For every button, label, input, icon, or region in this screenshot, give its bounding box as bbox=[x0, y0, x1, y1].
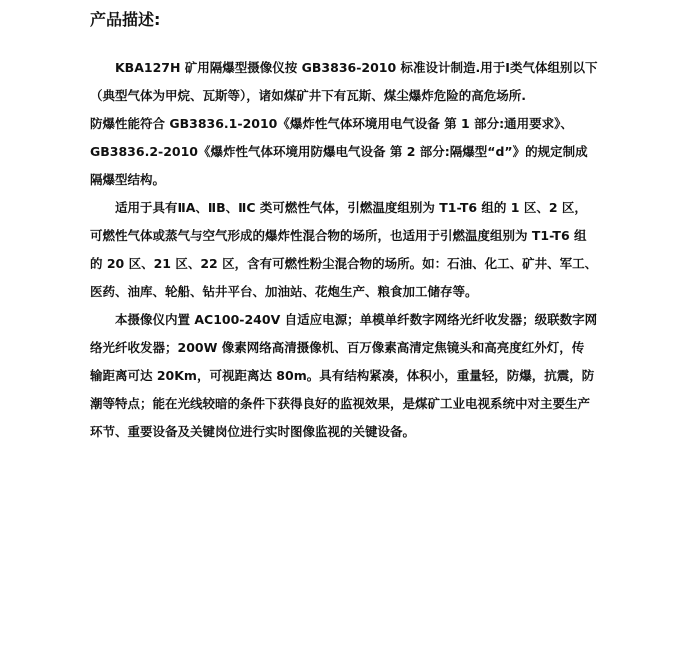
paragraph-line: 医药、油库、轮船、钻井平台、加油站、花炮生产、粮食加工储存等。 bbox=[90, 284, 478, 299]
paragraph-line: 隔爆型结构。 bbox=[90, 172, 166, 187]
paragraph-line: 输距离可达 20Km，可视距离达 80m。具有结构紧凑，体积小，重量轻，防爆，抗震，防 bbox=[90, 368, 595, 383]
paragraph-standard bbox=[90, 54, 600, 110]
paragraph-line: 潮等特点；能在光线较暗的条件下获得良好的监视效果，是煤矿工业电视系统中对主要生产 bbox=[90, 396, 591, 411]
paragraph-line: 防爆性能符合 GB3836.1-2010《爆炸性气体环境用电气设备 第 1 部分:通用要求》、 bbox=[90, 116, 573, 131]
paragraph-line: 环节、重要设备及关键岗位进行实时图像监视的关键设备。 bbox=[90, 424, 416, 439]
paragraph-line: KBA127H 矿用隔爆型摄像仪按 GB3836-2010 标准设计制造.用于Ⅰ类气体组别以下 bbox=[115, 60, 598, 75]
paragraph-explosion-proof bbox=[90, 110, 600, 194]
paragraph-features bbox=[90, 306, 600, 446]
paragraph-line: 的 20 区、21 区、22 区，含有可燃性粉尘混合物的场所。如：石油、化工、矿井、军工、 bbox=[90, 256, 598, 271]
paragraph-line: 络光纤收发器；200W 像素网络高清摄像机、百万像素高清定焦镜头和高亮度红外灯，传 bbox=[90, 340, 585, 355]
paragraph-line: GB3836.2-2010《爆炸性气体环境用防爆电气设备 第 2 部分:隔爆型“d”》的规定制成 bbox=[90, 144, 588, 159]
paragraph-line: 适用于具有ⅡA、ⅡB、ⅡC 类可燃性气体，引燃温度组别为 T1-T6 组的 1 区、2 区， bbox=[115, 200, 587, 215]
paragraph-applicable-sites bbox=[90, 194, 600, 306]
paragraph-line: （典型气体为甲烷、瓦斯等），诸如煤矿井下有瓦斯、煤尘爆炸危险的高危场所. bbox=[90, 88, 527, 103]
paragraph-line: 本摄像仪内置 AC100-240V 自适应电源；单模单纤数字网络光纤收发器；级联数字网 bbox=[115, 312, 598, 327]
paragraph-line: 可燃性气体或蒸气与空气形成的爆炸性混合物的场所，也适用于引燃温度组别为 T1-T6 组 bbox=[90, 228, 587, 243]
section-heading: 产品描述: bbox=[90, 10, 161, 29]
product-description bbox=[90, 8, 600, 446]
